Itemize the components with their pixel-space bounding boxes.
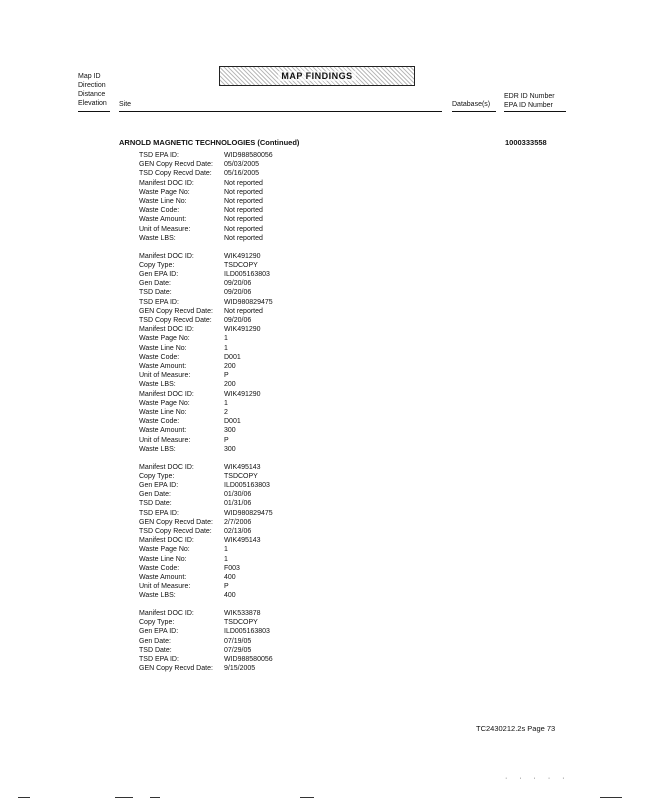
field-label: Gen Date: xyxy=(139,491,171,499)
field-value: 05/16/2005 xyxy=(224,170,260,178)
header-rule-right xyxy=(504,111,566,112)
field-value: Not reported xyxy=(224,179,263,187)
record-row xyxy=(139,353,273,362)
record-row xyxy=(139,169,273,178)
record-row xyxy=(139,325,273,334)
record-row xyxy=(139,545,273,554)
field-label: TSD Date: xyxy=(139,289,172,297)
field-value: Not reported xyxy=(224,234,263,242)
field-label: Waste LBS: xyxy=(139,445,176,453)
field-value: 300 xyxy=(224,427,236,435)
field-value: P xyxy=(224,583,229,591)
field-label: Gen EPA ID: xyxy=(139,481,179,489)
field-label: Manifest DOC ID: xyxy=(139,390,194,398)
record-row xyxy=(139,334,273,343)
manifest-records xyxy=(139,151,273,682)
record-row xyxy=(139,445,273,454)
field-label: Waste Code: xyxy=(139,418,180,426)
record-row xyxy=(139,637,273,646)
field-value: P xyxy=(224,372,229,380)
field-value: Not reported xyxy=(224,307,263,315)
header-right-labels xyxy=(504,92,555,110)
field-label: Waste LBS: xyxy=(139,234,176,242)
record-row xyxy=(139,472,273,481)
database-label: Database(s) xyxy=(452,101,491,108)
field-label: Waste Code: xyxy=(139,564,180,572)
field-label: Waste Amount: xyxy=(139,427,187,435)
field-label: TSD Copy Recvd Date: xyxy=(139,316,212,324)
scan-specks: · · · · · xyxy=(505,775,570,782)
field-label: GEN Copy Recvd Date: xyxy=(139,307,213,315)
field-label: TSD Date: xyxy=(139,500,172,508)
record-row xyxy=(139,399,273,408)
field-value: WIK491290 xyxy=(224,326,261,334)
record-row xyxy=(139,252,273,261)
field-value: TSDCOPY xyxy=(224,472,258,480)
field-value: 9/15/2005 xyxy=(224,665,256,673)
field-label: Manifest DOC ID: xyxy=(139,463,194,471)
record-row xyxy=(139,499,273,508)
record-row xyxy=(139,307,273,316)
field-label: Copy Type: xyxy=(139,261,175,269)
field-value: P xyxy=(224,436,229,444)
field-label: TSD Date: xyxy=(139,646,172,654)
field-label: Waste Page No: xyxy=(139,188,190,196)
field-label: Waste Amount: xyxy=(139,362,187,370)
field-value: Not reported xyxy=(224,198,263,206)
record-group xyxy=(139,151,273,243)
field-label: GEN Copy Recvd Date: xyxy=(139,161,213,169)
record-row xyxy=(139,481,273,490)
field-value: D001 xyxy=(224,353,241,361)
field-value: 400 xyxy=(224,592,236,600)
distance-label: Distance xyxy=(78,91,106,98)
field-value: 1 xyxy=(224,344,228,352)
field-label: TSD EPA ID: xyxy=(139,656,179,664)
field-value: 1 xyxy=(224,335,228,343)
record-row xyxy=(139,436,273,445)
page-footer: TC2430212.2s Page 73 xyxy=(476,724,556,733)
field-value: WID980829475 xyxy=(224,509,273,517)
scan-edge-mark xyxy=(115,797,133,798)
record-group xyxy=(139,463,273,601)
field-value: 400 xyxy=(224,573,236,581)
record-row xyxy=(139,627,273,636)
field-value: 300 xyxy=(224,445,236,453)
scan-edge-mark xyxy=(150,797,160,798)
record-row xyxy=(139,371,273,380)
field-value: TSDCOPY xyxy=(224,619,258,627)
field-value: 05/03/2005 xyxy=(224,161,260,169)
record-row xyxy=(139,582,273,591)
record-row xyxy=(139,536,273,545)
record-row xyxy=(139,188,273,197)
field-label: Manifest DOC ID: xyxy=(139,610,194,618)
map-id-label: Map ID xyxy=(78,73,101,80)
field-label: Unit of Measure: xyxy=(139,372,191,380)
record-row xyxy=(139,270,273,279)
field-label: Manifest DOC ID: xyxy=(139,326,194,334)
field-value: 07/19/05 xyxy=(224,637,252,645)
record-row xyxy=(139,408,273,417)
field-label: Copy Type: xyxy=(139,472,175,480)
record-row xyxy=(139,225,273,234)
field-label: Gen EPA ID: xyxy=(139,270,179,278)
record-row xyxy=(139,390,273,399)
record-row xyxy=(139,362,273,371)
record-row xyxy=(139,316,273,325)
record-row xyxy=(139,655,273,664)
record-row xyxy=(139,151,273,160)
field-label: Waste Page No: xyxy=(139,335,190,343)
record-row xyxy=(139,509,273,518)
record-row xyxy=(139,463,273,472)
facility-name: ARNOLD MAGNETIC TECHNOLOGIES (Continued) xyxy=(119,138,300,147)
record-row xyxy=(139,518,273,527)
record-row xyxy=(139,618,273,627)
record-row xyxy=(139,279,273,288)
record-row xyxy=(139,160,273,169)
field-value: 09/20/06 xyxy=(224,316,252,324)
header-rule-left xyxy=(78,111,110,112)
record-row xyxy=(139,555,273,564)
record-row xyxy=(139,646,273,655)
field-value: 2 xyxy=(224,408,228,416)
field-label: Waste Code: xyxy=(139,353,180,361)
field-value: 2/7/2006 xyxy=(224,518,252,526)
record-row xyxy=(139,490,273,499)
scan-edge-mark xyxy=(18,797,30,798)
direction-label: Direction xyxy=(78,82,106,89)
record-group xyxy=(139,609,273,673)
record-row xyxy=(139,344,273,353)
field-label: Unit of Measure: xyxy=(139,583,191,591)
field-value: ILD005163803 xyxy=(224,481,270,489)
site-label: Site xyxy=(119,101,132,108)
record-row xyxy=(139,179,273,188)
field-label: TSD EPA ID: xyxy=(139,298,179,306)
record-group xyxy=(139,252,273,454)
record-row xyxy=(139,573,273,582)
field-label: Unit of Measure: xyxy=(139,436,191,444)
field-value: WID980829475 xyxy=(224,298,273,306)
record-row xyxy=(139,197,273,206)
record-row xyxy=(139,591,273,600)
field-label: Waste Line No: xyxy=(139,555,187,563)
record-row xyxy=(139,380,273,389)
record-row xyxy=(139,261,273,270)
edr-id-label: EDR ID Number xyxy=(504,93,555,100)
field-label: Manifest DOC ID: xyxy=(139,252,194,260)
facility-id: 1000333558 xyxy=(505,138,547,147)
field-value: 01/31/06 xyxy=(224,500,252,508)
field-label: Waste Page No: xyxy=(139,546,190,554)
field-label: GEN Copy Recvd Date: xyxy=(139,665,213,673)
record-row xyxy=(139,527,273,536)
field-value: Not reported xyxy=(224,188,263,196)
field-value: WIK491290 xyxy=(224,252,261,260)
epa-id-label: EPA ID Number xyxy=(504,102,553,109)
field-value: 02/13/06 xyxy=(224,527,252,535)
field-label: Waste LBS: xyxy=(139,592,176,600)
field-value: WID988580056 xyxy=(224,656,273,664)
field-label: Unit of Measure: xyxy=(139,225,191,233)
field-label: Waste Line No: xyxy=(139,408,187,416)
field-label: TSD Copy Recvd Date: xyxy=(139,170,212,178)
record-row xyxy=(139,298,273,307)
field-label: Waste Line No: xyxy=(139,198,187,206)
field-label: TSD EPA ID: xyxy=(139,152,179,159)
field-value: WIK495143 xyxy=(224,537,261,545)
header-rule-site xyxy=(119,111,442,112)
header-left-labels xyxy=(78,72,107,108)
field-value: 1 xyxy=(224,546,228,554)
field-value: Not reported xyxy=(224,207,263,215)
field-value: 01/30/06 xyxy=(224,491,252,499)
elevation-label: Elevation xyxy=(78,100,107,107)
record-row xyxy=(139,564,273,573)
field-label: Waste Amount: xyxy=(139,573,187,581)
field-label: Waste Amount: xyxy=(139,216,187,224)
field-value: TSDCOPY xyxy=(224,261,258,269)
record-row xyxy=(139,288,273,297)
map-findings-banner xyxy=(219,66,415,86)
field-label: Gen Date: xyxy=(139,637,171,645)
record-row xyxy=(139,609,273,618)
field-value: WIK495143 xyxy=(224,463,261,471)
field-value: ILD005163803 xyxy=(224,270,270,278)
field-label: TSD Copy Recvd Date: xyxy=(139,527,212,535)
record-row xyxy=(139,426,273,435)
record-row xyxy=(139,206,273,215)
field-label: Waste LBS: xyxy=(139,381,176,389)
field-label: GEN Copy Recvd Date: xyxy=(139,518,213,526)
record-row xyxy=(139,215,273,224)
field-value: WIK533878 xyxy=(224,610,261,618)
field-label: TSD EPA ID: xyxy=(139,509,179,517)
field-label: Waste Page No: xyxy=(139,399,190,407)
field-label: Waste Code: xyxy=(139,207,180,215)
field-value: 07/29/05 xyxy=(224,646,252,654)
field-value: 200 xyxy=(224,362,236,370)
field-label: Manifest DOC ID: xyxy=(139,179,194,187)
record-row xyxy=(139,234,273,243)
field-value: WIK491290 xyxy=(224,390,261,398)
field-label: Waste Line No: xyxy=(139,344,187,352)
field-value: 09/20/06 xyxy=(224,280,252,288)
field-value: D001 xyxy=(224,418,241,426)
field-value: WID988580056 xyxy=(224,152,273,159)
field-value: 200 xyxy=(224,381,236,389)
field-value: Not reported xyxy=(224,225,263,233)
field-value: ILD005163803 xyxy=(224,628,270,636)
field-value: F003 xyxy=(224,564,240,572)
scan-edge-mark xyxy=(600,797,622,798)
record-row xyxy=(139,417,273,426)
field-value: 1 xyxy=(224,399,228,407)
field-label: Manifest DOC ID: xyxy=(139,537,194,545)
record-row xyxy=(139,664,273,673)
banner-title: MAP FINDINGS xyxy=(278,71,355,81)
field-value: Not reported xyxy=(224,216,263,224)
field-value: 09/20/06 xyxy=(224,289,252,297)
field-label: Copy Type: xyxy=(139,619,175,627)
field-value: 1 xyxy=(224,555,228,563)
field-label: Gen EPA ID: xyxy=(139,628,179,636)
field-label: Gen Date: xyxy=(139,280,171,288)
header-rule-database xyxy=(452,111,496,112)
scan-edge-mark xyxy=(300,797,314,798)
